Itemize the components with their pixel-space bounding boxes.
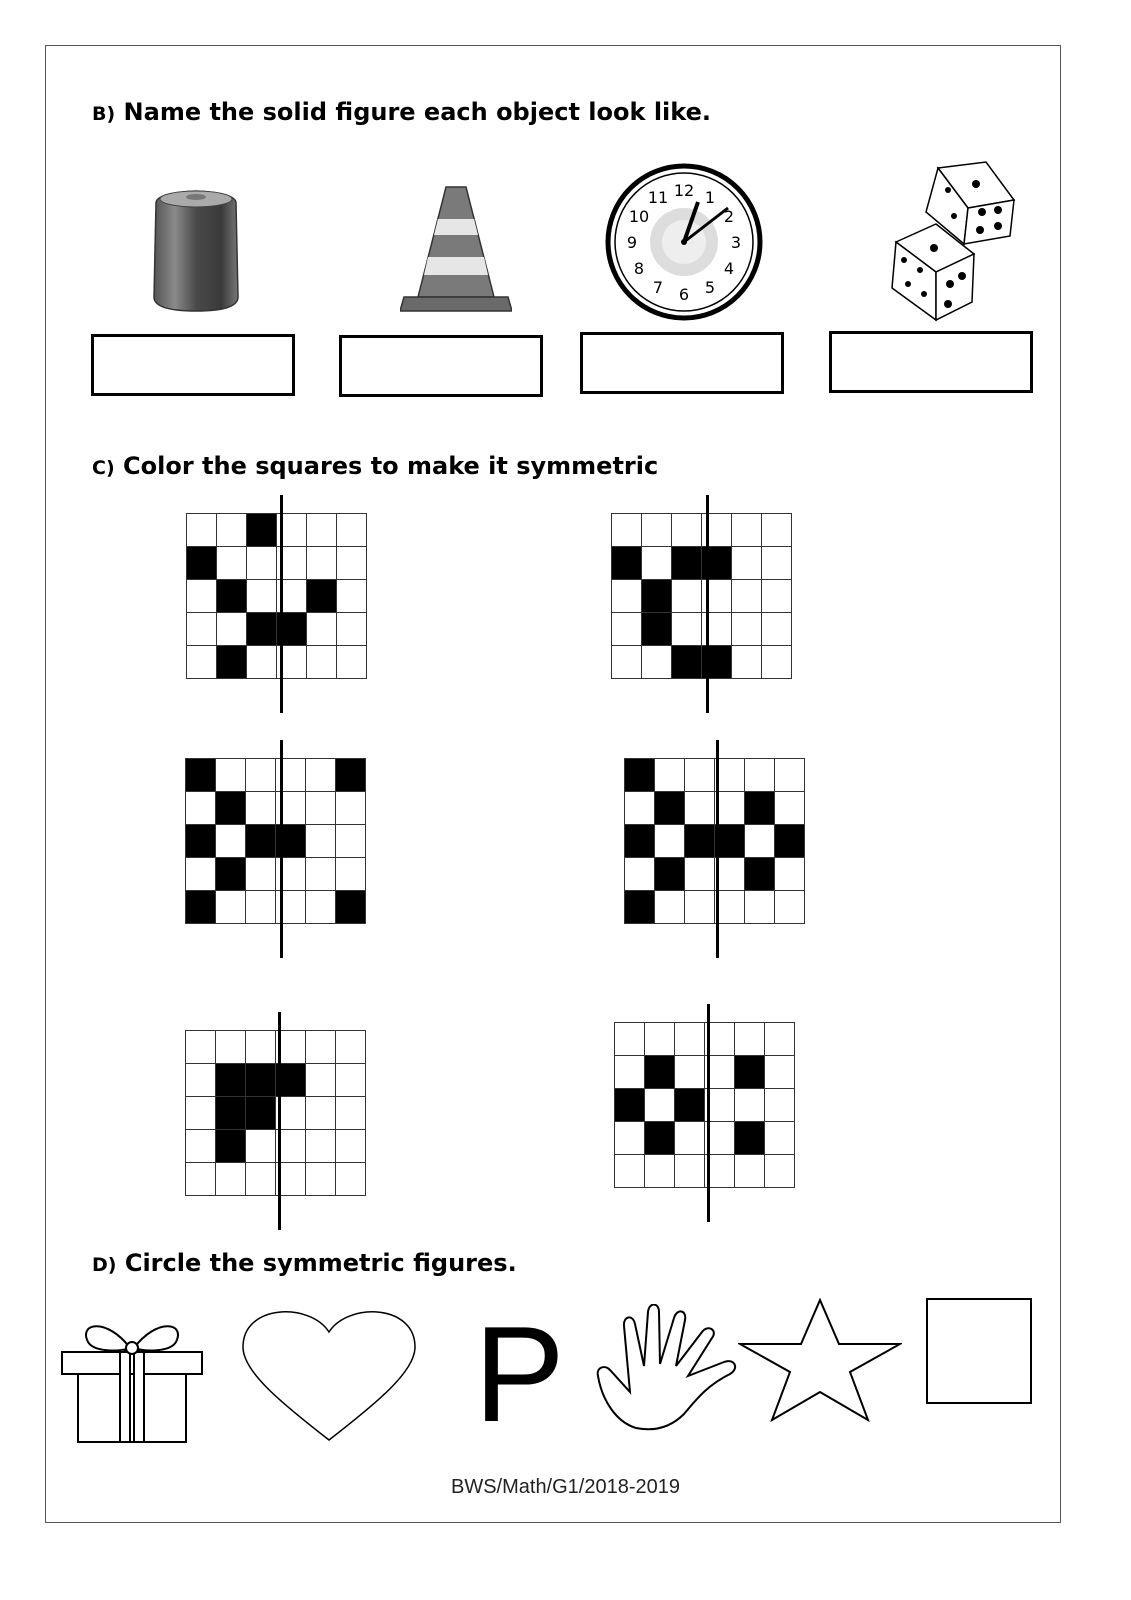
answer-box-can[interactable]: [91, 334, 295, 396]
can-icon: [148, 185, 244, 315]
grid-cell[interactable]: [745, 858, 775, 891]
grid-cell[interactable]: [306, 858, 336, 891]
answer-box-clock[interactable]: [580, 332, 784, 394]
symmetry-axis: [278, 1012, 281, 1230]
grid-cell[interactable]: [247, 580, 277, 613]
grid-cell[interactable]: [735, 1023, 765, 1056]
grid-cell[interactable]: [246, 1163, 276, 1196]
grid-cell[interactable]: [732, 514, 762, 547]
grid-cell[interactable]: [247, 514, 277, 547]
grid-cell[interactable]: [685, 792, 715, 825]
grid-cell[interactable]: [715, 858, 745, 891]
grid-cell[interactable]: [186, 759, 216, 792]
clock-number: 5: [704, 278, 716, 297]
grid-table: [614, 1022, 795, 1188]
symmetry-axis: [706, 495, 709, 713]
grid-cell[interactable]: [336, 1163, 366, 1196]
grid-cell[interactable]: [765, 1056, 795, 1089]
grid-cell[interactable]: [655, 891, 685, 924]
grid-cell[interactable]: [745, 792, 775, 825]
grid-cell[interactable]: [672, 613, 702, 646]
grid-cell[interactable]: [685, 858, 715, 891]
section-c-letter: C): [92, 457, 115, 479]
symmetry-axis: [716, 740, 719, 958]
letter-p-figure[interactable]: P: [474, 1298, 565, 1450]
star-icon[interactable]: [738, 1298, 902, 1422]
grid-cell[interactable]: [187, 547, 217, 580]
grid-cell[interactable]: [745, 891, 775, 924]
grid-cell[interactable]: [655, 858, 685, 891]
symmetry-axis: [280, 740, 283, 958]
grid-cell[interactable]: [186, 1163, 216, 1196]
grid-cell[interactable]: [216, 1031, 246, 1064]
grid-cell[interactable]: [642, 514, 672, 547]
grid-cell[interactable]: [625, 792, 655, 825]
grid-cell[interactable]: [187, 580, 217, 613]
grid-cell[interactable]: [655, 825, 685, 858]
section-d-title: Circle the symmetric figures.: [124, 1249, 517, 1277]
grid-cell[interactable]: [735, 1155, 765, 1188]
grid-cell[interactable]: [307, 547, 337, 580]
grid-cell[interactable]: [186, 825, 216, 858]
grid-cell[interactable]: [186, 1097, 216, 1130]
grid-cell[interactable]: [216, 1064, 246, 1097]
grid-cell[interactable]: [775, 891, 805, 924]
grid-cell[interactable]: [216, 858, 246, 891]
grid-cell[interactable]: [645, 1089, 675, 1122]
clock-number: 11: [647, 188, 669, 207]
symmetry-grid-5[interactable]: [185, 1030, 377, 1206]
grid-cell[interactable]: [685, 891, 715, 924]
square-figure[interactable]: [926, 1298, 1032, 1404]
grid-cell[interactable]: [612, 613, 642, 646]
grid-table: [185, 758, 366, 924]
grid-cell[interactable]: [655, 792, 685, 825]
grid-cell[interactable]: [775, 858, 805, 891]
grid-cell[interactable]: [672, 646, 702, 679]
gift-icon[interactable]: [58, 1318, 206, 1446]
grid-cell[interactable]: [672, 580, 702, 613]
symmetry-grid-2[interactable]: [611, 513, 803, 689]
grid-cell[interactable]: [715, 891, 745, 924]
grid-cell[interactable]: [216, 1163, 246, 1196]
grid-cell[interactable]: [216, 792, 246, 825]
grid-cell[interactable]: [336, 1130, 366, 1163]
section-b-letter: B): [92, 103, 116, 125]
grid-table: [624, 758, 805, 924]
grid-cell[interactable]: [625, 759, 655, 792]
grid-cell[interactable]: [246, 1064, 276, 1097]
grid-cell[interactable]: [217, 547, 247, 580]
section-d-letter: D): [92, 1254, 117, 1276]
grid-cell[interactable]: [307, 613, 337, 646]
grid-cell[interactable]: [336, 759, 366, 792]
grid-cell[interactable]: [615, 1155, 645, 1188]
grid-cell[interactable]: [187, 646, 217, 679]
symmetry-axis: [280, 495, 283, 713]
grid-cell[interactable]: [675, 1023, 705, 1056]
symmetry-axis: [707, 1004, 710, 1222]
symmetry-grid-4[interactable]: [624, 758, 816, 934]
grid-cell[interactable]: [217, 646, 247, 679]
grid-cell[interactable]: [715, 759, 745, 792]
grid-cell[interactable]: [675, 1155, 705, 1188]
grid-cell[interactable]: [762, 613, 792, 646]
grid-cell[interactable]: [732, 580, 762, 613]
grid-cell[interactable]: [765, 1155, 795, 1188]
grid-cell[interactable]: [735, 1122, 765, 1155]
grid-cell[interactable]: [762, 514, 792, 547]
clock-number: 9: [626, 233, 638, 252]
grid-cell[interactable]: [775, 825, 805, 858]
grid-cell[interactable]: [672, 514, 702, 547]
grid-cell[interactable]: [612, 514, 642, 547]
grid-cell[interactable]: [186, 891, 216, 924]
grid-cell[interactable]: [187, 613, 217, 646]
grid-cell[interactable]: [735, 1089, 765, 1122]
grid-cell[interactable]: [685, 759, 715, 792]
grid-cell[interactable]: [186, 858, 216, 891]
grid-cell[interactable]: [615, 1122, 645, 1155]
grid-cell[interactable]: [246, 759, 276, 792]
grid-cell[interactable]: [217, 580, 247, 613]
grid-cell[interactable]: [336, 891, 366, 924]
grid-cell[interactable]: [246, 792, 276, 825]
section-c-title: Color the squares to make it symmetric: [123, 452, 659, 480]
grid-cell[interactable]: [247, 646, 277, 679]
grid-table: [186, 513, 367, 679]
grid-cell[interactable]: [216, 891, 246, 924]
grid-cell[interactable]: [615, 1089, 645, 1122]
grid-cell[interactable]: [645, 1122, 675, 1155]
grid-cell[interactable]: [247, 613, 277, 646]
grid-cell[interactable]: [336, 825, 366, 858]
clock-number: 6: [678, 285, 690, 304]
grid-cell[interactable]: [187, 514, 217, 547]
grid-cell[interactable]: [217, 613, 247, 646]
grid-cell[interactable]: [775, 759, 805, 792]
grid-cell[interactable]: [186, 1130, 216, 1163]
grid-cell[interactable]: [337, 547, 367, 580]
grid-cell[interactable]: [246, 858, 276, 891]
grid-cell[interactable]: [336, 1064, 366, 1097]
grid-cell[interactable]: [745, 759, 775, 792]
clock-number: 2: [723, 207, 735, 226]
grid-cell[interactable]: [675, 1056, 705, 1089]
grid-cell[interactable]: [337, 580, 367, 613]
grid-cell[interactable]: [625, 825, 655, 858]
grid-cell[interactable]: [246, 1097, 276, 1130]
section-b-heading: [92, 98, 711, 126]
grid-cell[interactable]: [246, 825, 276, 858]
grid-cell[interactable]: [762, 580, 792, 613]
grid-cell[interactable]: [186, 1064, 216, 1097]
grid-cell[interactable]: [307, 514, 337, 547]
grid-cell[interactable]: [306, 759, 336, 792]
clock-number: 12: [673, 181, 695, 200]
grid-cell[interactable]: [307, 580, 337, 613]
grid-cell[interactable]: [306, 1163, 336, 1196]
clock-icon: [604, 162, 764, 322]
section-d-heading: [92, 1249, 517, 1277]
grid-cell[interactable]: [642, 580, 672, 613]
grid-cell[interactable]: [745, 825, 775, 858]
grid-cell[interactable]: [625, 891, 655, 924]
answer-box-cone[interactable]: [339, 335, 543, 397]
grid-cell[interactable]: [765, 1122, 795, 1155]
grid-cell[interactable]: [675, 1122, 705, 1155]
symmetry-grid-3[interactable]: [185, 758, 377, 934]
grid-cell[interactable]: [246, 1031, 276, 1064]
grid-cell[interactable]: [306, 792, 336, 825]
heart-icon[interactable]: [240, 1306, 418, 1444]
section-b-title: Name the solid figure each object look like.: [123, 98, 711, 126]
hand-icon[interactable]: [596, 1304, 742, 1434]
grid-cell[interactable]: [615, 1023, 645, 1056]
grid-cell[interactable]: [217, 514, 247, 547]
cone-icon: [400, 183, 512, 317]
grid-cell[interactable]: [732, 646, 762, 679]
grid-cell[interactable]: [337, 514, 367, 547]
clock-number: 8: [633, 259, 645, 278]
grid-cell[interactable]: [336, 1031, 366, 1064]
grid-cell[interactable]: [306, 825, 336, 858]
grid-cell[interactable]: [306, 1064, 336, 1097]
clock-number: 10: [628, 207, 650, 226]
section-c-heading: [92, 452, 658, 480]
grid-cell[interactable]: [612, 547, 642, 580]
grid-cell[interactable]: [642, 613, 672, 646]
grid-cell[interactable]: [216, 1130, 246, 1163]
grid-cell[interactable]: [645, 1056, 675, 1089]
grid-cell[interactable]: [337, 613, 367, 646]
grid-cell[interactable]: [612, 580, 642, 613]
grid-cell[interactable]: [685, 825, 715, 858]
symmetry-grid-1[interactable]: [186, 513, 378, 689]
grid-cell[interactable]: [645, 1155, 675, 1188]
grid-cell[interactable]: [642, 547, 672, 580]
grid-cell[interactable]: [216, 1097, 246, 1130]
grid-cell[interactable]: [306, 1130, 336, 1163]
dice-icon: [886, 160, 1022, 322]
grid-cell[interactable]: [306, 1097, 336, 1130]
grid-cell[interactable]: [247, 547, 277, 580]
grid-cell[interactable]: [186, 1031, 216, 1064]
grid-cell[interactable]: [762, 547, 792, 580]
grid-cell[interactable]: [715, 792, 745, 825]
grid-cell[interactable]: [336, 858, 366, 891]
symmetry-grid-6[interactable]: [614, 1022, 806, 1198]
grid-cell[interactable]: [337, 646, 367, 679]
grid-cell[interactable]: [715, 825, 745, 858]
grid-cell[interactable]: [246, 891, 276, 924]
grid-cell[interactable]: [306, 1031, 336, 1064]
clock-number: 7: [652, 278, 664, 297]
grid-cell[interactable]: [336, 1097, 366, 1130]
grid-cell[interactable]: [246, 1130, 276, 1163]
grid-cell[interactable]: [642, 646, 672, 679]
grid-cell[interactable]: [612, 646, 642, 679]
grid-cell[interactable]: [216, 759, 246, 792]
clock-number: 3: [730, 233, 742, 252]
grid-cell[interactable]: [762, 646, 792, 679]
grid-cell[interactable]: [732, 613, 762, 646]
grid-cell[interactable]: [615, 1056, 645, 1089]
grid-cell[interactable]: [625, 858, 655, 891]
grid-table: [185, 1030, 366, 1196]
answer-box-dice[interactable]: [829, 331, 1033, 393]
grid-cell[interactable]: [732, 547, 762, 580]
grid-cell[interactable]: [735, 1056, 765, 1089]
grid-cell[interactable]: [307, 646, 337, 679]
grid-cell[interactable]: [765, 1089, 795, 1122]
clock-number: 4: [723, 259, 735, 278]
grid-cell[interactable]: [645, 1023, 675, 1056]
grid-cell[interactable]: [655, 759, 685, 792]
grid-cell[interactable]: [336, 792, 366, 825]
grid-cell[interactable]: [775, 792, 805, 825]
grid-cell[interactable]: [216, 825, 246, 858]
clock-number: 1: [704, 188, 716, 207]
grid-cell[interactable]: [675, 1089, 705, 1122]
footer-code: BWS/Math/G1/2018-2019: [450, 1476, 680, 1498]
grid-cell[interactable]: [186, 792, 216, 825]
grid-table: [611, 513, 792, 679]
grid-cell[interactable]: [306, 891, 336, 924]
grid-cell[interactable]: [672, 547, 702, 580]
grid-cell[interactable]: [765, 1023, 795, 1056]
